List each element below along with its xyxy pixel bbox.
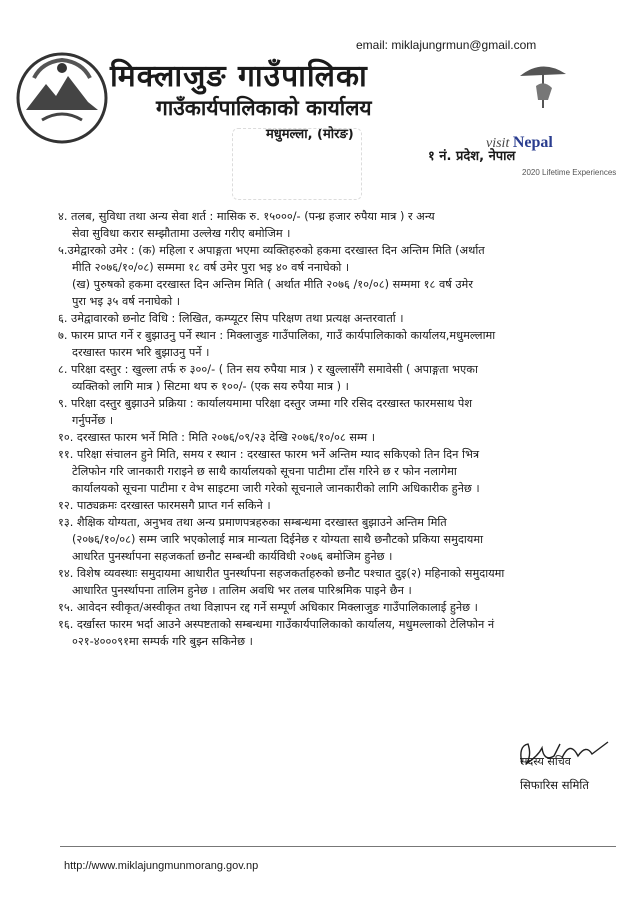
- clause-line: १४. विशेष व्यवस्थाः समुदायमा आधारीत पुनर्स्थापना सहजकर्ताहरुको छनौट पश्चात दुइ(२) महिनाको समुदायमा: [58, 567, 505, 580]
- clause-line: कार्यालयको सूचना पाटीमा र वेभ साइटमा जारी गरेको सूचनाले जानकारीको लागि अधिकारीक हुनेछ ।: [72, 482, 480, 495]
- clause-line: मीति २०७६/१०/०८) सम्ममा १८ वर्ष उमेर पुरा भइ ४० वर्ष ननाघेको ।: [72, 261, 350, 274]
- visit-nepal-text: [486, 134, 553, 152]
- clause-line: १०. दरखास्त फारम भर्ने मिति : मिति २०७६/०९/२३ देखि २०७६/१०/०८ सम्म ।: [58, 431, 376, 444]
- clause-line: पुरा भइ ३५ वर्ष ननाघेको ।: [72, 295, 180, 308]
- notice-clause: [58, 429, 610, 446]
- notice-clause: [58, 514, 610, 565]
- clause-line: गर्नुपर्नेछ ।: [72, 414, 114, 427]
- notice-clause: [58, 616, 610, 650]
- notice-clause: [58, 565, 610, 599]
- visit-word: visit: [486, 136, 510, 151]
- visit-nepal-logo: [486, 56, 617, 177]
- notice-clause: [58, 446, 610, 497]
- clause-line: ८. परिक्षा दस्तुर : खुल्ला तर्फ रु ३००/- ( तिन सय रुपैया मात्र ) र खुल्लासँगै समावेसी ( अपाङ्गता भएका: [58, 363, 478, 376]
- notice-clause: [58, 327, 610, 361]
- province-label: १ नं. प्रदेश, नेपाल: [428, 149, 516, 164]
- nepal-word: Nepal: [512, 134, 553, 151]
- clause-line: दरखास्त फारम भरि बुझाउनु पर्ने ।: [72, 346, 210, 359]
- footer-website-link[interactable]: http://www.miklajungmunmorang.gov.np: [64, 860, 259, 872]
- clause-line: टेलिफोन गरि जानकारी गराइने छ साथै कार्यालयको सूचना पाटीमा टाँस गरिने छ र फोन नलागेमा: [72, 465, 457, 478]
- clause-line: ११. परिक्षा संचालन हुने मिति, समय र स्थान : दरखास्त फारम भर्ने अन्तिम म्याद सकिएको तिन दिन भित्र: [58, 448, 480, 461]
- nepal-emblem-icon: [12, 48, 112, 148]
- notice-clause: [58, 497, 610, 514]
- clause-line: आधरित पुनर्स्थापना सहजकर्ता छनौट सम्बन्धी कार्यविधी २०७६ बमोजिम हुनेछ ।: [72, 550, 393, 563]
- signatory-title: सदस्य सचिव: [520, 755, 571, 768]
- notice-clauses: [58, 208, 610, 650]
- office-address: मधुमल्ला, (मोरङ): [266, 127, 354, 142]
- faded-stamp: [232, 128, 362, 200]
- signature-block: [508, 734, 618, 794]
- clause-line: (२०७६/१०/०८) सम्म जारि भएकोलाई मात्र मान्यता दिईनेछ र योग्यता साथै छनौटको प्रकिया समुदायमा: [72, 533, 484, 546]
- municipality-title: मिक्लाजुङ गाउँपालिका: [110, 59, 368, 94]
- clause-line: १३. शैक्षिक योग्यता, अनुभव तथा अन्य प्रमाणपत्रहरुका सम्बन्धमा दरखास्त बुझाउने अन्तिम मिति: [58, 516, 447, 529]
- clause-line: १५. आवेदन स्वीकृत/अस्वीकृत तथा विज्ञापन रद्द गर्ने सम्पूर्ण अधिकार मिक्लाजुङ गाउँपालिकालाई हुनेछ ।: [58, 601, 478, 614]
- header-email[interactable]: email: miklajungrmun@gmail.com: [356, 38, 537, 52]
- notice-clause: [58, 361, 610, 395]
- clause-line: १६. दर्खास्त फारम भर्दा आउने अस्पष्टताको सम्बन्धमा गाउँकार्यपालिकाको कार्यालय, मधुमल्लाको टेलिफोन नं: [58, 618, 495, 631]
- clause-line: (ख) पुरुषको हकमा दरखास्त दिन अन्तिम मिति ( अर्थात मीति २०७६ /१०/०८) सम्ममा १८ वर्ष उमेर: [72, 278, 473, 291]
- office-subtitle: गाउँकार्यपालिकाको कार्यालय: [156, 96, 372, 120]
- umbrella-icon: [486, 56, 576, 134]
- clause-line: ६. उमेद्वावारको छनोट विधि : लिखित, कम्प्यूटर सिप परिक्षण तथा प्रत्यक्ष अन्तरवार्ता ।: [58, 312, 404, 325]
- notice-clause: [58, 599, 610, 616]
- clause-line: १२. पाठ्यक्रमः दरखास्त फारमसगै प्राप्त गर्न सकिने ।: [58, 499, 271, 512]
- notice-clause: [58, 395, 610, 429]
- visit-nepal-year: 2020 Lifetime Experiences: [522, 168, 617, 177]
- clause-line: आधारित पुनर्स्थापना तालिम हुनेछ । तालिम अवधि भर तलब पारिश्रमिक पाइने छैन ।: [72, 584, 412, 597]
- notice-clause: [58, 242, 610, 310]
- clause-line: ०२१-४०००९१मा सम्पर्क गरि बुझ्न सकिनेछ ।: [72, 635, 253, 648]
- clause-line: ५.उमेद्वारको उमेर : (क) महिला र अपाङ्गता भएमा व्यक्तिहरुको हकमा दरखास्त दिन अन्तिम मिति (अर्थात: [58, 244, 485, 257]
- clause-line: व्यक्तिको लागि मात्र ) सिटमा थप रु १००/- (एक सय रुपैया मात्र ) ।: [72, 380, 349, 393]
- notice-clause: [58, 208, 610, 242]
- clause-line: ७. फारम प्राप्त गर्ने र बुझाउनु पर्ने स्थान : मिक्लाजुङ गाउँपालिका, गाउँ कार्यपालिकाको कार्यालय,मधुमल्लामा: [58, 329, 496, 342]
- footer-divider: [60, 846, 616, 847]
- clause-line: सेवा सुविधा करार सम्झौतामा उल्लेख गरीए बमोजिम ।: [72, 227, 291, 240]
- notice-clause: [58, 310, 610, 327]
- clause-line: ९. परिक्षा दस्तुर बुझाउने प्रक्रिया : कार्यालयमामा परिक्षा दस्तुर जम्मा गरि रसिद दरखास्त फारमसाथ पेश: [58, 397, 473, 410]
- committee-name: सिफारिस समिति: [520, 778, 589, 792]
- clause-line: ४. तलब, सुविधा तथा अन्य सेवा शर्त : मासिक रु. १५०००/- (पन्ध्र हजार रुपैया मात्र ) र अन्य: [58, 210, 435, 223]
